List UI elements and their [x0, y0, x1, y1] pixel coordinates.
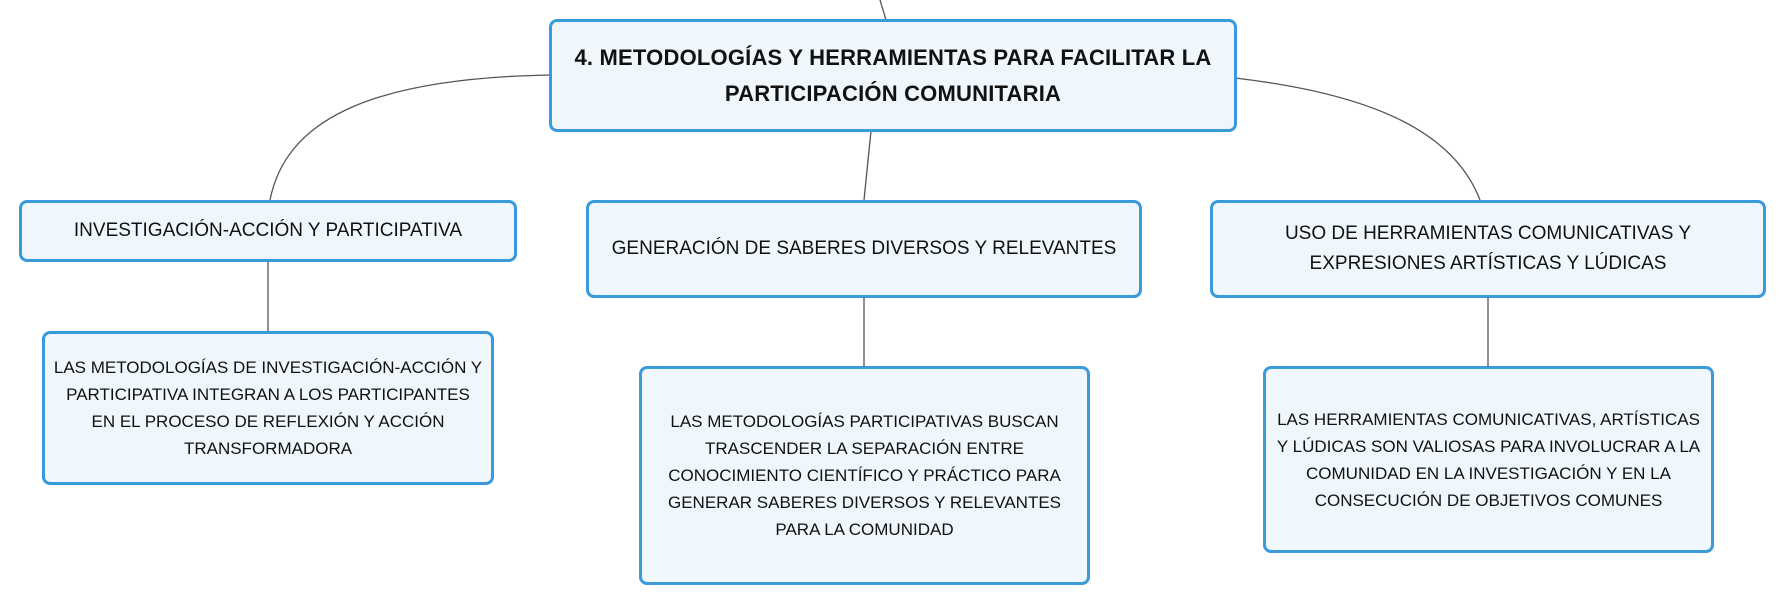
connector-parent-to-root	[880, 0, 886, 20]
branch-label-investigacion-accion: INVESTIGACIÓN-ACCIÓN Y PARTICIPATIVA	[73, 220, 463, 241]
root-topic-node[interactable]	[549, 19, 1237, 132]
branch-label-generacion-saberes: GENERACIÓN DE SABERES DIVERSOS Y RELEVANTES	[611, 238, 1117, 259]
branch-label-herramientas-comunicativas: USO DE HERRAMIENTAS COMUNICATIVAS Y EXPRESIONES ARTÍSTICAS Y LÚDICAS	[1284, 223, 1692, 274]
branch-node-generacion-saberes[interactable]	[586, 200, 1142, 298]
detail-text-investigacion-accion: LAS METODOLOGÍAS DE INVESTIGACIÓN-ACCIÓN Y PARTICIPATIVA INTEGRAN A LOS PARTICIPANTES EN EL PROCESO DE REFLEXIÓN Y ACCIÓN TRANSFORMADORA	[53, 358, 483, 458]
detail-node-generacion-saberes[interactable]	[639, 366, 1090, 585]
root-topic-title: 4. METODOLOGÍAS Y HERRAMIENTAS PARA FACILITAR LA PARTICIPACIÓN COMUNITARIA	[574, 44, 1212, 106]
branch-node-herramientas-comunicativas[interactable]	[1210, 200, 1766, 298]
detail-node-herramientas-comunicativas[interactable]	[1263, 366, 1714, 553]
branch-node-investigacion-accion[interactable]	[19, 200, 517, 262]
detail-text-generacion-saberes: LAS METODOLOGÍAS PARTICIPATIVAS BUSCAN TRASCENDER LA SEPARACIÓN ENTRE CONOCIMIENTO CIENTÍFICO Y PRÁCTICO PARA GENERAR SABERES DIVERSOS Y RELEVANTES PARA LA COMUNIDAD	[667, 412, 1062, 539]
connector-root-to-branch-1	[270, 75, 552, 200]
connector-root-to-branch-3	[1235, 78, 1480, 200]
detail-text-herramientas-comunicativas: LAS HERRAMIENTAS COMUNICATIVAS, ARTÍSTICAS Y LÚDICAS SON VALIOSAS PARA INVOLUCRAR A LA COMUNIDAD EN LA INVESTIGACIÓN Y EN LA CONSECUCIÓN DE OBJETIVOS COMUNES	[1276, 409, 1701, 510]
connector-root-to-branch-2	[864, 131, 871, 200]
detail-node-investigacion-accion[interactable]	[42, 331, 494, 485]
